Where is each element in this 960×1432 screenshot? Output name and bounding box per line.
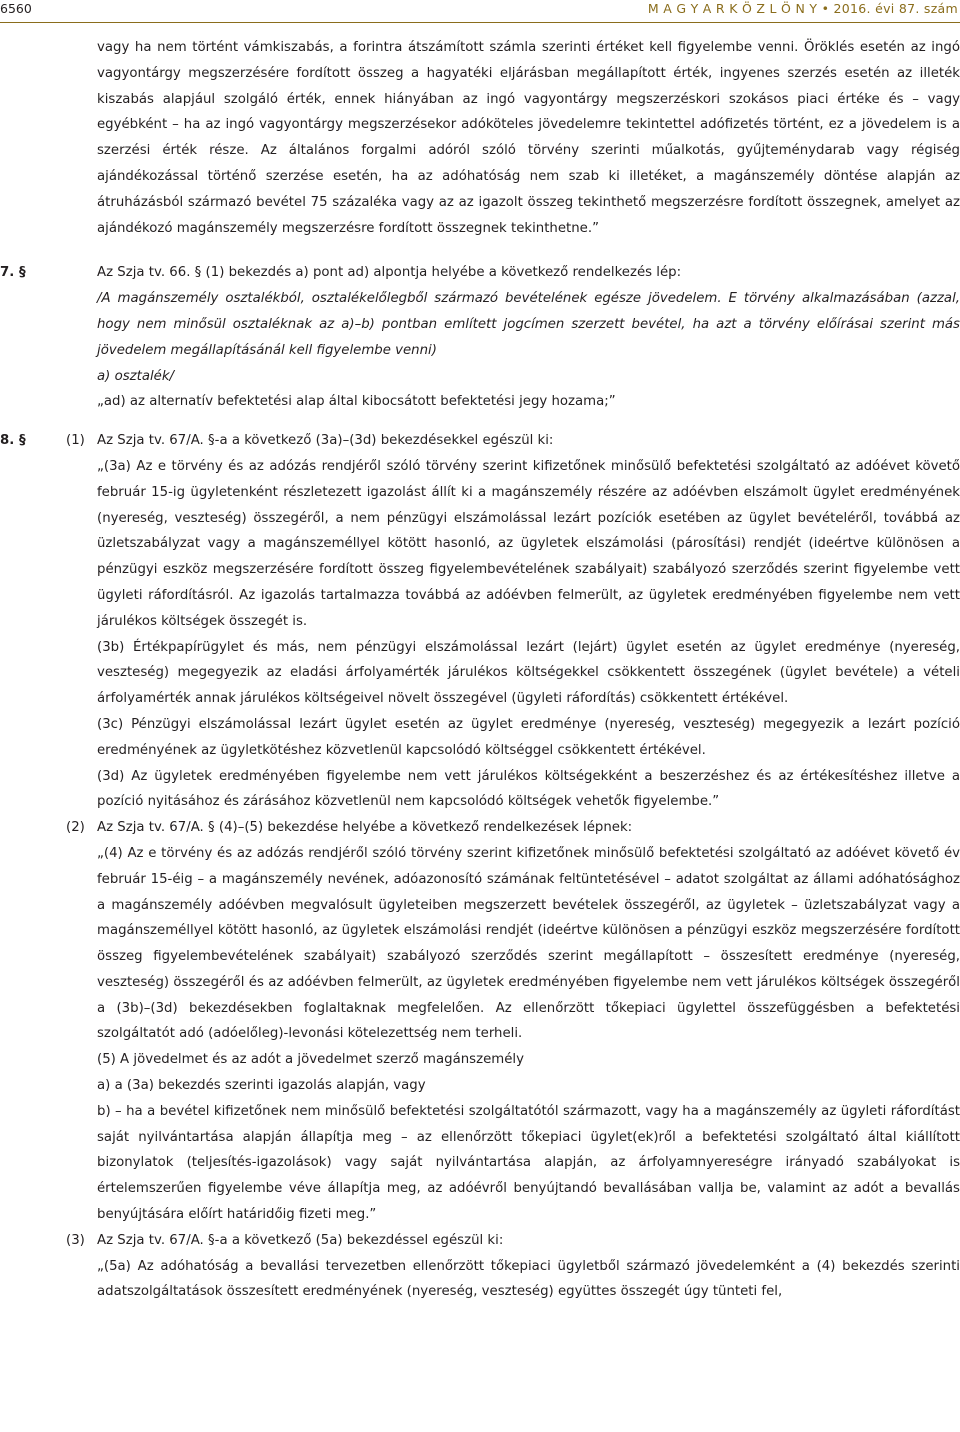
section-8 [0,428,960,1305]
subsection-3 [66,1228,960,1305]
subsection-number: (1) [66,433,85,449]
paragraph-5a-point: a) a (3a) bekezdés szerinti igazolás alapján, vagy [97,1078,426,1094]
section-lead: Az Szja tv. 66. § (1) bekezdés a) pont ad) alpontja helyébe a következő rendelkezés lép: [97,265,682,281]
section-mark: § [19,265,26,281]
subsection-lead: Az Szja tv. 67/A. §-a a következő (5a) bekezdéssel egészül ki: [97,1232,504,1248]
section-7 [0,260,960,415]
paragraph-3a: „(3a) Az e törvény és az adózás rendjéről szóló törvény szerint kifizetőnek minősülő befektetési szolgáltató az adóévet követő február 15-ig ügyletenként részletezett igazolást állít ki a magánszemély részére az adóévben elszámolt ügylet eredményének (nyereség, veszteség) összegéről, a nem pénzügyi elszámolással lezárt pozíciók esetében az ügylet bevételéről, továbbá az üzletszabályzat vagy a magánszeméllyel kötött hasonló, az ügyletek elszámolási (párosítási) rendjét (ideértve különösen a pénzügyi eszköz megszerzésére fordított összeg figyelembevételének szabályait) szabályozó szerződés szerint figyelembe vett ügyleti ráfordításról. Az igazolás tartalmazza továbbá az adóévben felmerült, az ügyletek eredményében figyelembe nem vett járulékos költségek összegét is. [97,458,960,629]
paragraph-3b: (3b) Értékpapírügylet és más, nem pénzügyi elszámolással lezárt (lejárt) ügylet esetén az ügylet eredménye (nyereség, veszteség) megegyezik az eladási árfolyamérték járulékos költségekkel csökkentett összegének (ügylet bevétele) a vételi árfolyamérték annak járulékos költségeivel növelt összegével (ügyleti ráfordítás) csökkentett értékével. [97,639,960,707]
page-number: 6560 [0,1,32,16]
quoted-provision: „ad) az alternatív befektetési alap által kibocsátott befektetési jegy hozama;” [97,394,616,410]
section-mark: § [19,433,26,449]
paragraph-3c: (3c) Pénzügyi elszámolással lezárt ügylet esetén az ügylet eredménye (nyereség, veszteség) megegyezik a lezárt pozíció eredményének az ügyletkötéshez közvetlenül kapcsolódó költséggel csökkentett értékével. [97,716,960,758]
paragraph-4: „(4) Az e törvény és az adózás rendjéről szóló törvény szerint kifizetőnek minősülő befektetési szolgáltató az adóévet követő év február 15-éig – a magánszemély nevének, adóazonosító számának feltüntetésével – adatot szolgáltat az állami adóhatósághoz a magánszemély adóévben megvalósult ügyleteiben megszerzett bevételek összegéről, az ügyletek – üzletszabályzat vagy a magánszeméllyel kötött hasonló, az ügyletek elszámolási rendjét (ideértve különösen a pénzügyi eszköz megszerzésére fordított összeg figyelembevételének szabályait) szabályozó szerződés szerint megállapított – összesített eredménye (nyereség, veszteség) összegéről és az adóévben felmerült, az ügyletek eredményében figyelembe nem vett járulékos költségek összegéről a (3b)–(3d) bekezdésekben foglaltaknak megfelelően. Az ellenőrzött tőkepiaci ügylettel összefüggésben a befektetési szolgáltatót adó (adóelőleg)-levonási kötelezettség nem terheli. [97,845,960,1042]
italic-context: /A magánszemély osztalékból, osztalékelőlegből származó bevételének egésze jövedelem. E törvény alkalmazásában (azzal, hogy nem minősül osztaléknak az a)–b) pontban említett jogcímen szerzett bevétel, ha azt a törvény előírásai szerint más jövedelem megállapításánál kell figyelembe venni) [97,291,960,358]
intro-paragraph: vagy ha nem történt vámkiszabás, a forintra átszámított számla szerinti értéket kell figyelembe venni. Öröklés esetén az ingó vagyontárgy megszerzésére fordított összeg a hagyatéki eljárásban megállapított érték, ingyenes szerzés esetén az illeték kiszabás alapjául szolgáló érték, ennek hiányában az ingó vagyontárgy megszerzéskori szokásos piaci értéke és – vagy egyébként – ha az ingó vagyontárgy megszerzésekor adóköteles jövedelemre tekintettel adófizetés történt, ez a jövedelem is a szerzési érték része. Az általános forgalmi adóról szóló törvény szerinti műalkotás, gyűjteménydarab vagy régiség ajándékozással történő szerzése esetén, ha az adóhatóság nem szab ki illetéket, a magánszemély döntése alapján az átruházásból származó bevétel 75 százaléka vagy az az igazolt összeg tekinthető megszerzésre fordított összegnek, amelyet az ajándékozó magánszemély megszerzésre fordított összegnek tekinthetne.” [97,40,960,236]
paragraph-3d: (3d) Az ügyletek eredményében figyelembe nem vett járulékos költségekként a beszerzéshez és az értékesítéshez illetve a pozíció nyitásához és zárásához közvetlenül nem kapcsolódó költségek vehetők figyelembe.” [97,768,960,810]
subsection-lead: Az Szja tv. 67/A. § (4)–(5) bekezdése helyébe a következő rendelkezések lépnek: [97,820,633,836]
document-body [0,35,960,1305]
subsection-number: (2) [66,820,85,836]
subsection-lead: Az Szja tv. 67/A. §-a a következő (3a)–(3d) bekezdésekkel egészül ki: [97,433,554,449]
paragraph-5b-point: b) – ha a bevétel kifizetőnek nem minősülő befektetési szolgáltatótól származott, vagy ha a magánszemély az ügyleti ráfordítást saját nyilvántartása alapján állapítja meg – az ellenőrzött tőkepiaci ügylet(ek)ről a befektetési szolgáltató által kiállított bizonylatok (teljesítés-igazolások) vagy saját nyilvántartása alapján, az árfolyamnyereségre irányadó szabályokat is értelemszerűen figyelembe véve állapítja meg, az adóévről benyújtandó bevallásában vallja be, valamint az adót a bevallás benyújtására előírt határidőig fizeti meg.” [97,1103,960,1223]
publication-title: M A G Y A R K Ö Z L Ö N Y • 2016. évi 87. szám [647,1,958,16]
subsection-2 [66,815,960,1228]
section-number: 7. [0,265,15,281]
paragraph-5a: „(5a) Az adóhatóság a bevallási tervezetben ellenőrzött tőkepiaci ügyletből származó jövedelemként a (4) bekezdés szerinti adatszolgáltatások összesített eredményének (nyereség, veszteség) együttes összegét úgy tünteti fel, [97,1258,960,1300]
page-header [0,0,960,22]
subsection-number: (3) [66,1232,85,1248]
subsection-1 [66,428,960,815]
italic-point: a) osztalék/ [97,368,175,384]
section-number: 8. [0,433,15,449]
header-rule [0,22,960,23]
paragraph-5: (5) A jövedelmet és az adót a jövedelmet szerző magánszemély [97,1052,524,1068]
